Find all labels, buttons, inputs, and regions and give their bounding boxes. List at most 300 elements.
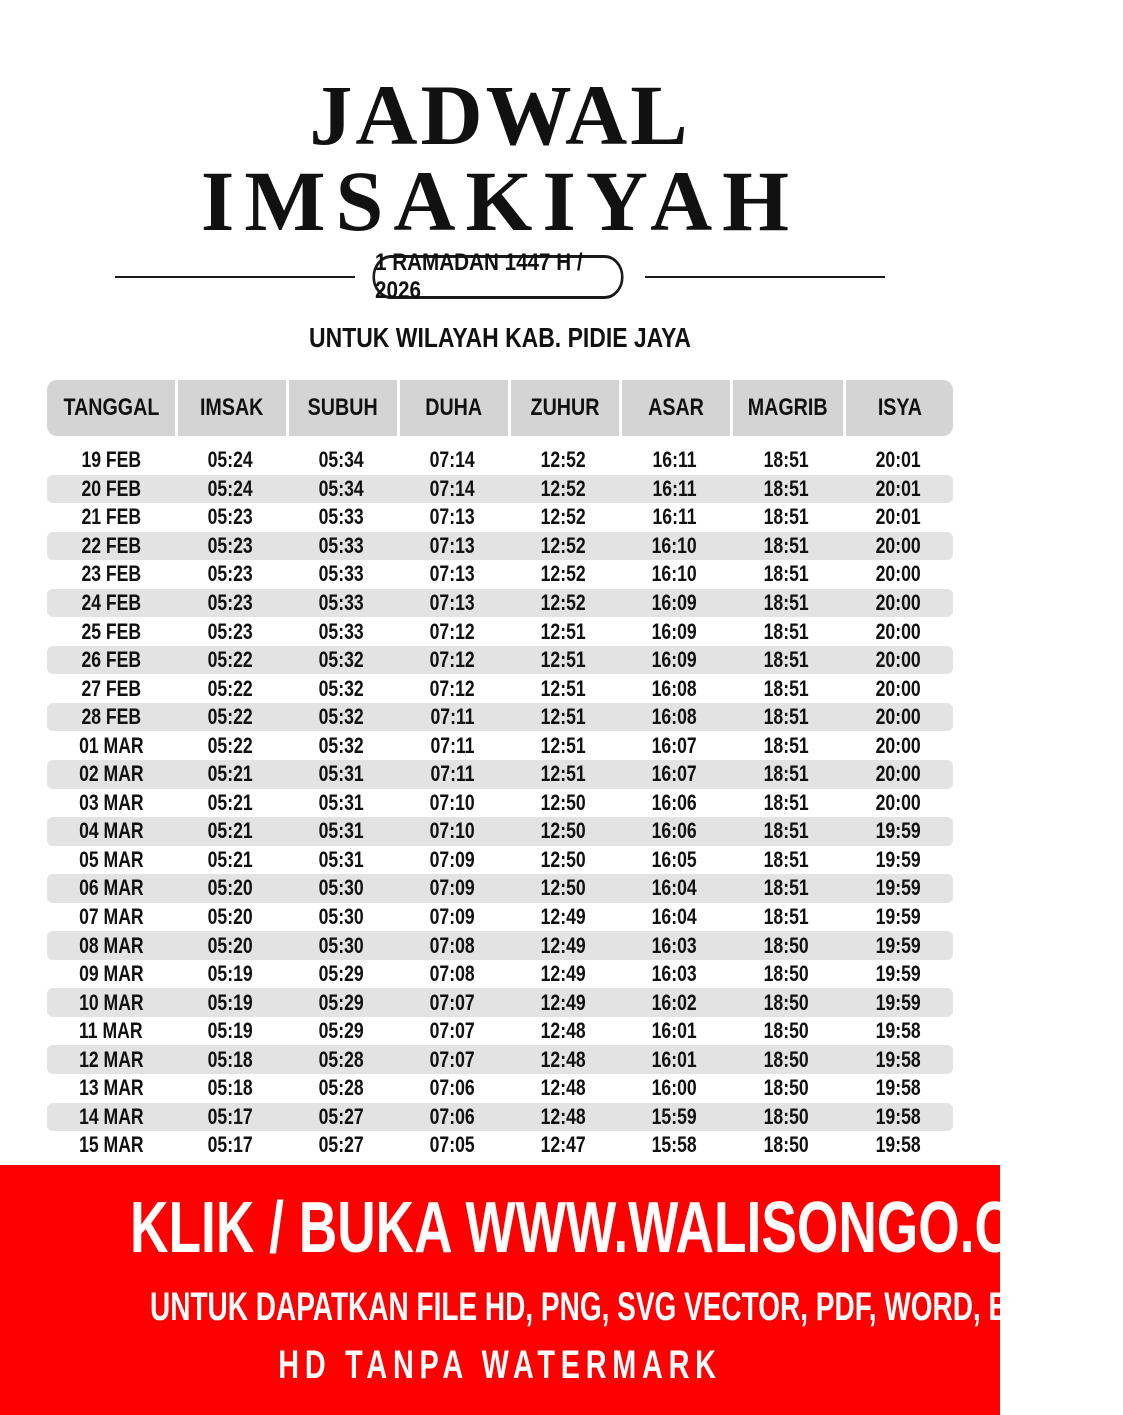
cell-duha — [397, 760, 508, 789]
cell-value: 20:00 — [875, 590, 921, 615]
column-header-label: ISYA — [877, 394, 922, 421]
cell-value: 05:23 — [207, 590, 254, 615]
cell-value: 05:23 — [207, 532, 254, 558]
cell-value: 20:00 — [875, 647, 921, 673]
cell-value: 12:52 — [540, 590, 587, 615]
cell-value: 20:01 — [875, 475, 921, 501]
table-row — [47, 503, 953, 532]
table-row — [47, 532, 953, 561]
cell-value: 19:59 — [875, 961, 921, 987]
cell-zuhur — [508, 1045, 619, 1074]
cell-isya — [843, 589, 953, 618]
cell-value: 07:13 — [429, 590, 476, 615]
cell-subuh — [286, 903, 397, 932]
cell-value: 24 FEB — [81, 590, 141, 615]
ramadan-badge: 1 RAMADAN 1447 H / 2026 — [372, 255, 623, 299]
cell-value: 07:08 — [429, 961, 476, 987]
cell-value: 18:51 — [763, 761, 810, 787]
table-row — [47, 760, 953, 789]
cell-date — [47, 617, 175, 646]
cell-duha — [397, 589, 508, 618]
cell-date — [47, 731, 175, 760]
cell-value: 12:51 — [540, 704, 587, 730]
cell-zuhur — [508, 646, 619, 675]
cell-value: 12:52 — [540, 475, 587, 501]
cell-date — [47, 1017, 175, 1046]
cell-imsak — [175, 988, 286, 1017]
cell-magrib — [730, 760, 843, 789]
cell-imsak — [175, 674, 286, 703]
cell-isya — [843, 874, 953, 903]
promo-banner[interactable] — [0, 1165, 1123, 1415]
cell-zuhur — [508, 674, 619, 703]
cell-value: 18:51 — [763, 561, 810, 587]
cell-isya — [843, 617, 953, 646]
cell-value: 12:50 — [540, 789, 587, 815]
cell-value: 19:58 — [875, 1018, 921, 1044]
cell-value: 12:52 — [540, 504, 587, 530]
cell-value: 27 FEB — [81, 675, 141, 701]
cell-value: 05:30 — [318, 932, 365, 958]
cell-value: 07:05 — [429, 1132, 476, 1158]
cell-date — [47, 1074, 175, 1103]
banner-watermark-text: HD TANPA WATERMARK — [278, 1343, 722, 1387]
cell-value: 07:11 — [430, 704, 475, 730]
cell-date — [47, 903, 175, 932]
banner-link-text[interactable]: KLIK / BUKA WWW.WALISONGO.CO.ID — [130, 1188, 1123, 1268]
cell-isya — [843, 646, 953, 675]
cell-value: 16:06 — [651, 789, 698, 815]
cell-isya — [843, 560, 953, 589]
cell-value: 19:58 — [875, 1103, 921, 1129]
cell-value: 16:08 — [651, 704, 698, 730]
cell-duha — [397, 817, 508, 846]
cell-value: 09 MAR — [78, 961, 144, 987]
cell-value: 15 MAR — [78, 1132, 144, 1158]
cell-value: 05:18 — [207, 1075, 254, 1101]
cell-asar — [619, 560, 730, 589]
table-row — [47, 903, 953, 932]
cell-value: 05:19 — [207, 989, 254, 1015]
cell-value: 07:12 — [429, 647, 476, 673]
cell-subuh — [286, 503, 397, 532]
cell-asar — [619, 817, 730, 846]
cell-subuh — [286, 1074, 397, 1103]
cell-subuh — [286, 589, 397, 618]
cell-subuh — [286, 560, 397, 589]
cell-value: 18:51 — [763, 904, 810, 930]
cell-value: 12:48 — [540, 1103, 587, 1129]
cell-value: 16:05 — [651, 846, 698, 872]
cell-value: 05:17 — [207, 1132, 254, 1158]
cell-asar — [619, 731, 730, 760]
cell-magrib — [730, 1017, 843, 1046]
cell-magrib — [730, 703, 843, 732]
cell-value: 14 MAR — [78, 1103, 144, 1129]
cell-value: 06 MAR — [78, 875, 144, 901]
cell-value: 05:31 — [318, 846, 365, 872]
cell-value: 18:50 — [763, 1132, 810, 1158]
cell-value: 18:51 — [763, 818, 810, 844]
table-row — [47, 874, 953, 903]
cell-value: 22 FEB — [81, 532, 141, 558]
table-row — [47, 988, 953, 1017]
cell-value: 20:01 — [875, 504, 921, 530]
cell-subuh — [286, 674, 397, 703]
cell-value: 05:19 — [207, 1018, 254, 1044]
column-header-duha — [397, 380, 508, 436]
cell-subuh — [286, 846, 397, 875]
cell-isya — [843, 532, 953, 561]
cell-value: 16:03 — [651, 932, 698, 958]
cell-isya — [843, 846, 953, 875]
cell-imsak — [175, 617, 286, 646]
cell-value: 04 MAR — [78, 818, 144, 844]
cell-imsak — [175, 846, 286, 875]
cell-value: 18:50 — [763, 1075, 810, 1101]
column-header-isya — [843, 380, 953, 436]
cell-magrib — [730, 874, 843, 903]
cell-duha — [397, 446, 508, 475]
cell-imsak — [175, 1017, 286, 1046]
cell-value: 05:17 — [207, 1103, 254, 1129]
cell-subuh — [286, 617, 397, 646]
cell-value: 20:01 — [875, 447, 921, 473]
cell-value: 05:22 — [207, 647, 254, 673]
cell-zuhur — [508, 560, 619, 589]
cell-imsak — [175, 960, 286, 989]
cell-imsak — [175, 475, 286, 504]
cell-value: 19:59 — [875, 932, 921, 958]
cell-value: 02 MAR — [78, 761, 144, 787]
cell-isya — [843, 817, 953, 846]
cell-value: 18:50 — [763, 961, 810, 987]
cell-date — [47, 674, 175, 703]
cell-asar — [619, 874, 730, 903]
cell-magrib — [730, 817, 843, 846]
cell-value: 05:19 — [207, 961, 254, 987]
cell-value: 19:58 — [875, 1132, 921, 1158]
cell-zuhur — [508, 760, 619, 789]
cell-isya — [843, 1045, 953, 1074]
cell-zuhur — [508, 532, 619, 561]
cell-zuhur — [508, 1074, 619, 1103]
cell-value: 20:00 — [875, 675, 921, 701]
cell-value: 16:09 — [651, 618, 698, 644]
cell-value: 05:29 — [318, 1018, 365, 1044]
cell-magrib — [730, 475, 843, 504]
table-row — [47, 703, 953, 732]
cell-value: 05:22 — [207, 732, 254, 758]
cell-value: 18:51 — [763, 732, 810, 758]
cell-duha — [397, 617, 508, 646]
cell-date — [47, 988, 175, 1017]
cell-date — [47, 931, 175, 960]
cell-value: 07:06 — [429, 1103, 476, 1129]
cell-value: 07:13 — [429, 504, 476, 530]
cell-value: 16:01 — [651, 1018, 698, 1044]
cell-subuh — [286, 731, 397, 760]
cell-isya — [843, 931, 953, 960]
divider-left — [115, 276, 355, 278]
cell-duha — [397, 789, 508, 818]
cell-value: 07:14 — [429, 447, 476, 473]
cell-value: 07 MAR — [78, 904, 144, 930]
cell-value: 16:07 — [651, 761, 698, 787]
cell-magrib — [730, 1103, 843, 1132]
cell-isya — [843, 446, 953, 475]
cell-value: 12:51 — [540, 675, 587, 701]
cell-subuh — [286, 646, 397, 675]
cell-magrib — [730, 617, 843, 646]
cell-duha — [397, 1045, 508, 1074]
cell-subuh — [286, 817, 397, 846]
cell-value: 05:22 — [207, 704, 254, 730]
cell-value: 18:51 — [763, 475, 810, 501]
column-header-label: TANGGAL — [63, 394, 159, 421]
cell-value: 12:50 — [540, 818, 587, 844]
cell-magrib — [730, 646, 843, 675]
cell-value: 05:33 — [318, 504, 365, 530]
cell-duha — [397, 1074, 508, 1103]
column-header-label: DUHA — [425, 394, 483, 421]
cell-asar — [619, 532, 730, 561]
cell-value: 05:34 — [318, 475, 365, 501]
cell-value: 07:07 — [429, 1046, 476, 1072]
column-header-label: IMSAK — [200, 394, 264, 421]
cell-value: 07:12 — [429, 618, 476, 644]
cell-isya — [843, 1074, 953, 1103]
cell-value: 12:49 — [540, 904, 587, 930]
cell-value: 07:06 — [429, 1075, 476, 1101]
cell-asar — [619, 789, 730, 818]
cell-value: 05:27 — [318, 1132, 365, 1158]
cell-value: 12:51 — [540, 618, 587, 644]
title-line-1: JADWAL — [309, 67, 691, 163]
cell-value: 18:51 — [763, 704, 810, 730]
cell-imsak — [175, 789, 286, 818]
column-header-label: ASAR — [648, 394, 704, 421]
cell-value: 10 MAR — [78, 989, 144, 1015]
table-row — [47, 475, 953, 504]
cell-value: 05:33 — [318, 532, 365, 558]
column-header-imsak — [175, 380, 286, 436]
cell-zuhur — [508, 789, 619, 818]
title-line-2: IMSAKIYAH — [200, 153, 800, 249]
cell-value: 18:51 — [763, 647, 810, 673]
cell-value: 16:08 — [651, 675, 698, 701]
cell-value: 05:22 — [207, 675, 254, 701]
cell-value: 16:06 — [651, 818, 698, 844]
cell-asar — [619, 960, 730, 989]
cell-zuhur — [508, 589, 619, 618]
cell-duha — [397, 846, 508, 875]
cell-duha — [397, 1017, 508, 1046]
table-row — [47, 731, 953, 760]
cell-value: 07:12 — [429, 675, 476, 701]
cell-value: 18:50 — [763, 1018, 810, 1044]
cell-value: 12:49 — [540, 932, 587, 958]
cell-imsak — [175, 589, 286, 618]
cell-duha — [397, 560, 508, 589]
cell-value: 28 FEB — [81, 704, 141, 730]
cell-isya — [843, 1017, 953, 1046]
cell-imsak — [175, 874, 286, 903]
cell-zuhur — [508, 931, 619, 960]
cell-isya — [843, 1103, 953, 1132]
cell-value: 12:52 — [540, 447, 587, 473]
cell-duha — [397, 674, 508, 703]
cell-value: 16:04 — [651, 904, 698, 930]
table-row — [47, 1131, 953, 1160]
cell-asar — [619, 931, 730, 960]
cell-duha — [397, 731, 508, 760]
cell-value: 05:34 — [318, 447, 365, 473]
cell-date — [47, 475, 175, 504]
cell-date — [47, 1045, 175, 1074]
cell-value: 16:11 — [652, 504, 697, 530]
cell-value: 20 FEB — [81, 475, 141, 501]
cell-value: 12:52 — [540, 561, 587, 587]
cell-isya — [843, 475, 953, 504]
cell-asar — [619, 589, 730, 618]
cell-value: 07:14 — [429, 475, 476, 501]
cell-asar — [619, 1103, 730, 1132]
cell-value: 15:59 — [651, 1103, 698, 1129]
table-row — [47, 617, 953, 646]
cell-value: 18:51 — [763, 789, 810, 815]
cell-value: 05:28 — [318, 1046, 365, 1072]
cell-magrib — [730, 960, 843, 989]
schedule-table-body — [47, 446, 953, 1160]
cell-asar — [619, 1017, 730, 1046]
column-header-label: SUBUH — [308, 394, 378, 421]
cell-value: 07:13 — [429, 532, 476, 558]
cell-zuhur — [508, 960, 619, 989]
cell-asar — [619, 674, 730, 703]
cell-magrib — [730, 446, 843, 475]
cell-imsak — [175, 817, 286, 846]
cell-zuhur — [508, 1103, 619, 1132]
column-header-zuhur — [508, 380, 619, 436]
cell-value: 08 MAR — [78, 932, 144, 958]
cell-value: 12 MAR — [78, 1046, 144, 1072]
cell-value: 12:51 — [540, 732, 587, 758]
cell-value: 20:00 — [875, 618, 921, 644]
cell-date — [47, 846, 175, 875]
cell-isya — [843, 789, 953, 818]
cell-imsak — [175, 703, 286, 732]
cell-zuhur — [508, 903, 619, 932]
cell-value: 18:51 — [763, 504, 810, 530]
cell-isya — [843, 960, 953, 989]
cell-date — [47, 1131, 175, 1160]
cell-value: 20:00 — [875, 732, 921, 758]
cell-asar — [619, 903, 730, 932]
cell-zuhur — [508, 617, 619, 646]
cell-value: 12:50 — [540, 875, 587, 901]
cell-value: 05:32 — [318, 704, 365, 730]
cell-duha — [397, 931, 508, 960]
cell-date — [47, 446, 175, 475]
column-header-magrib — [730, 380, 843, 436]
cell-date — [47, 703, 175, 732]
cell-value: 03 MAR — [78, 789, 144, 815]
cell-value: 05:27 — [318, 1103, 365, 1129]
cell-value: 19:59 — [875, 846, 921, 872]
cell-magrib — [730, 731, 843, 760]
cell-asar — [619, 646, 730, 675]
cell-zuhur — [508, 475, 619, 504]
cell-value: 05:31 — [318, 789, 365, 815]
cell-value: 19:58 — [875, 1046, 921, 1072]
cell-magrib — [730, 988, 843, 1017]
cell-asar — [619, 446, 730, 475]
cell-value: 12:47 — [540, 1132, 587, 1158]
table-row — [47, 589, 953, 618]
cell-magrib — [730, 503, 843, 532]
cell-value: 05:29 — [318, 961, 365, 987]
cell-magrib — [730, 532, 843, 561]
cell-value: 16:04 — [651, 875, 698, 901]
cell-value: 12:52 — [540, 532, 587, 558]
cell-asar — [619, 703, 730, 732]
cell-value: 19:59 — [875, 818, 921, 844]
cell-date — [47, 960, 175, 989]
cell-imsak — [175, 1074, 286, 1103]
cell-value: 18:51 — [763, 675, 810, 701]
cell-value: 16:00 — [651, 1075, 698, 1101]
cell-value: 05:21 — [207, 818, 254, 844]
cell-zuhur — [508, 988, 619, 1017]
cell-value: 05:32 — [318, 647, 365, 673]
table-row — [47, 1103, 953, 1132]
column-header-subuh — [286, 380, 397, 436]
cell-imsak — [175, 446, 286, 475]
cell-value: 18:50 — [763, 989, 810, 1015]
cell-subuh — [286, 789, 397, 818]
cell-value: 05:23 — [207, 561, 254, 587]
cell-value: 18:51 — [763, 618, 810, 644]
table-row — [47, 931, 953, 960]
cell-value: 20:00 — [875, 761, 921, 787]
cell-date — [47, 646, 175, 675]
cell-value: 15:58 — [651, 1132, 698, 1158]
cell-magrib — [730, 789, 843, 818]
cell-asar — [619, 760, 730, 789]
column-header-label: MAGRIB — [748, 394, 828, 421]
cell-value: 16:02 — [651, 989, 698, 1015]
cell-duha — [397, 1103, 508, 1132]
cell-value: 05:31 — [318, 818, 365, 844]
cell-isya — [843, 1131, 953, 1160]
cell-zuhur — [508, 874, 619, 903]
cell-value: 05:23 — [207, 618, 254, 644]
cell-value: 05:28 — [318, 1075, 365, 1101]
cell-value: 07:07 — [429, 989, 476, 1015]
column-header-asar — [619, 380, 730, 436]
cell-value: 05:30 — [318, 904, 365, 930]
cell-subuh — [286, 1017, 397, 1046]
cell-value: 16:01 — [651, 1046, 698, 1072]
cell-value: 12:50 — [540, 846, 587, 872]
cell-subuh — [286, 760, 397, 789]
cell-subuh — [286, 532, 397, 561]
cell-value: 07:09 — [429, 846, 476, 872]
cell-imsak — [175, 503, 286, 532]
cell-asar — [619, 1045, 730, 1074]
cell-asar — [619, 1131, 730, 1160]
